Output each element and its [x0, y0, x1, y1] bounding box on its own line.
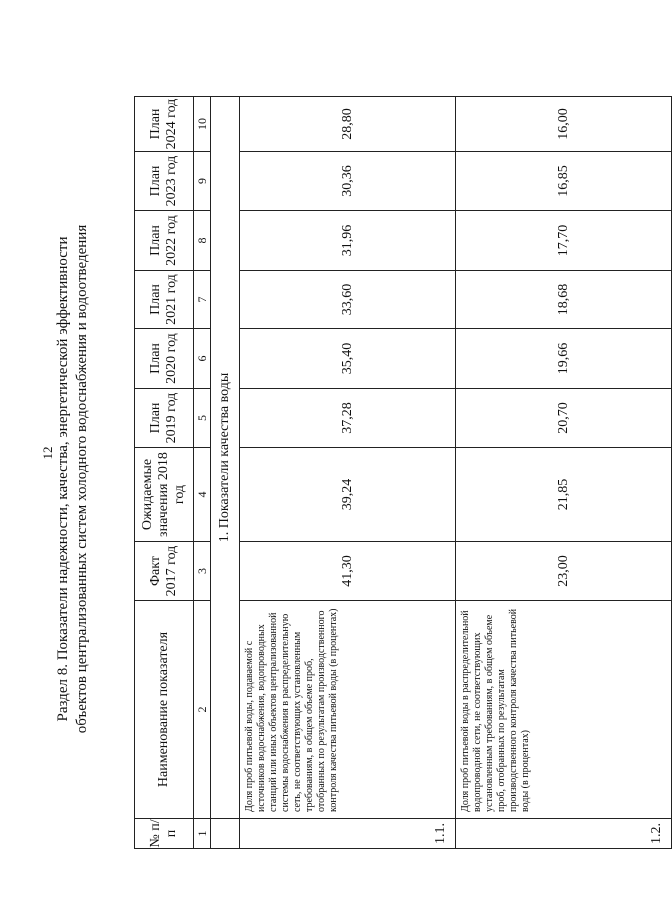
header-fact-2017: Факт 2017 год: [135, 542, 194, 601]
column-number: 2: [194, 601, 211, 819]
column-number: 1: [194, 819, 211, 849]
column-number-row: [194, 97, 211, 849]
value-fact-2017: 23,00: [456, 542, 672, 601]
value-plan-2022: 17,70: [456, 211, 672, 271]
section-heading: [54, 79, 92, 879]
value-plan-2021: 33,60: [240, 271, 456, 329]
value-plan-2022: 31,96: [240, 211, 456, 271]
indicators-table: [134, 96, 672, 849]
value-plan-2024: 16,00: [456, 97, 672, 152]
heading-line-1: Раздел 8. Показатели надежности, качества, энергетической эффективности: [55, 236, 71, 722]
header-plan-2024: План 2024 год: [135, 97, 194, 152]
section-title: 1. Показатели качества воды: [211, 97, 240, 819]
row-index: 1.2.: [456, 819, 672, 849]
header-name: Наименование показателя: [135, 601, 194, 819]
column-number: 4: [194, 448, 211, 542]
row-indicator-name: Доля проб питьевой воды, подаваемой с источников водоснабжения, водопроводных станций или иных объектов централизованной системы водоснабжения в распределительную сеть, не соответствующих установленным требованиям, в общем объеме проб, отобранных по результатам производственного контроля качества питьевой воды (в процентах): [240, 601, 456, 819]
value-expected-2018: 39,24: [240, 448, 456, 542]
column-number: 10: [194, 97, 211, 152]
table-row: [456, 97, 672, 849]
header-plan-2023: План 2023 год: [135, 152, 194, 211]
page-number: 12: [40, 446, 55, 460]
value-fact-2017: 41,30: [240, 542, 456, 601]
header-index: № п/п: [135, 819, 194, 849]
heading-line-2: объектов централизованных систем холодного водоснабжения и водоотведения: [74, 224, 90, 734]
value-plan-2021: 18,68: [456, 271, 672, 329]
column-number: 6: [194, 329, 211, 389]
header-plan-2022: План 2022 год: [135, 211, 194, 271]
value-plan-2020: 35,40: [240, 329, 456, 389]
column-number: 9: [194, 152, 211, 211]
value-plan-2020: 19,66: [456, 329, 672, 389]
column-number: 5: [194, 389, 211, 448]
column-number: 7: [194, 271, 211, 329]
value-expected-2018: 21,85: [456, 448, 672, 542]
header-expected-2018: Ожидаемые значения 2018 год: [135, 448, 194, 542]
header-row: [135, 97, 194, 849]
row-index: 1.1.: [240, 819, 456, 849]
value-plan-2023: 16,85: [456, 152, 672, 211]
section-spacer: [211, 819, 240, 849]
rotated-page-content: [54, 79, 664, 879]
value-plan-2019: 20,70: [456, 389, 672, 448]
value-plan-2019: 37,28: [240, 389, 456, 448]
row-indicator-name: Доля проб питьевой воды в распределительной водопроводной сети, не соответствующих установленным требованиям, в общем объеме проб, отобранных по результатам производственного контроля качества питьевой воды (в процентах): [456, 601, 672, 819]
value-plan-2023: 30,36: [240, 152, 456, 211]
value-plan-2024: 28,80: [240, 97, 456, 152]
header-plan-2020: План 2020 год: [135, 329, 194, 389]
section-row: [211, 97, 240, 849]
header-plan-2019: План 2019 год: [135, 389, 194, 448]
column-number: 8: [194, 211, 211, 271]
column-number: 3: [194, 542, 211, 601]
table-row: [240, 97, 456, 849]
header-plan-2021: План 2021 год: [135, 271, 194, 329]
